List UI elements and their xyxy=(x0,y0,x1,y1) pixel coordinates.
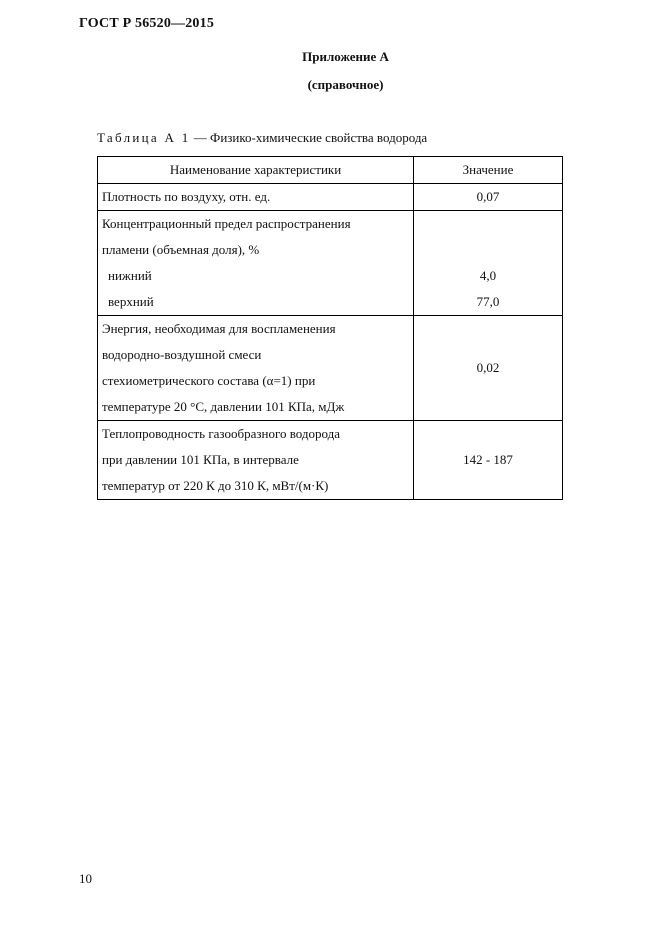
row-flammability-name xyxy=(98,211,414,316)
table-caption-label: Таблица А 1 xyxy=(97,130,191,145)
cell-text: Плотность по воздуху, отн. ед. xyxy=(102,189,271,204)
standard-code: ГОСТ Р 56520—2015 xyxy=(79,16,215,31)
appendix-note: (справочное) xyxy=(307,77,384,92)
sub-value-upper: 77,0 xyxy=(476,294,500,309)
row-density-name xyxy=(98,184,414,211)
row-ignition-energy-name xyxy=(98,316,414,421)
page-number: 10 xyxy=(79,871,92,886)
row-ignition-energy-value: 0,02 xyxy=(414,316,563,421)
table-row xyxy=(98,211,563,316)
cell-text: водородно-воздушной смеси xyxy=(102,347,262,362)
table-row xyxy=(98,184,563,211)
cell-text: Энергия, необходимая для воспламенения xyxy=(102,321,336,336)
sub-label-upper: верхний xyxy=(108,294,154,309)
table-caption-text: — Физико-химические свойства водорода xyxy=(193,130,428,145)
cell-text: пламени (объемная доля), % xyxy=(102,242,260,257)
column-header-name: Наименование характеристики xyxy=(98,157,414,184)
row-density-value: 0,07 xyxy=(414,184,563,211)
table-row xyxy=(98,316,563,421)
row-conductivity-name xyxy=(98,421,414,500)
cell-text: температур от 220 К до 310 К, мВт/(м·К) xyxy=(102,478,329,493)
cell-text: температуре 20 °С, давлении 101 КПа, мДж xyxy=(102,399,345,414)
cell-text: при давлении 101 КПа, в интервале xyxy=(102,452,299,467)
table-row xyxy=(98,421,563,500)
table-header-row xyxy=(98,157,563,184)
cell-text: Концентрационный предел распространения xyxy=(102,216,351,231)
row-conductivity-value: 142 - 187 xyxy=(414,421,563,500)
column-header-value: Значение xyxy=(414,157,563,184)
cell-text: Теплопроводность газообразного водорода xyxy=(102,426,341,441)
cell-text: стехиометрического состава (α=1) при xyxy=(102,373,316,388)
properties-table xyxy=(97,156,563,500)
sub-label-lower: нижний xyxy=(108,268,152,283)
sub-value-lower: 4,0 xyxy=(479,268,497,283)
row-flammability-value xyxy=(414,211,563,316)
table-caption xyxy=(97,130,427,146)
appendix-title: Приложение А xyxy=(302,49,389,64)
